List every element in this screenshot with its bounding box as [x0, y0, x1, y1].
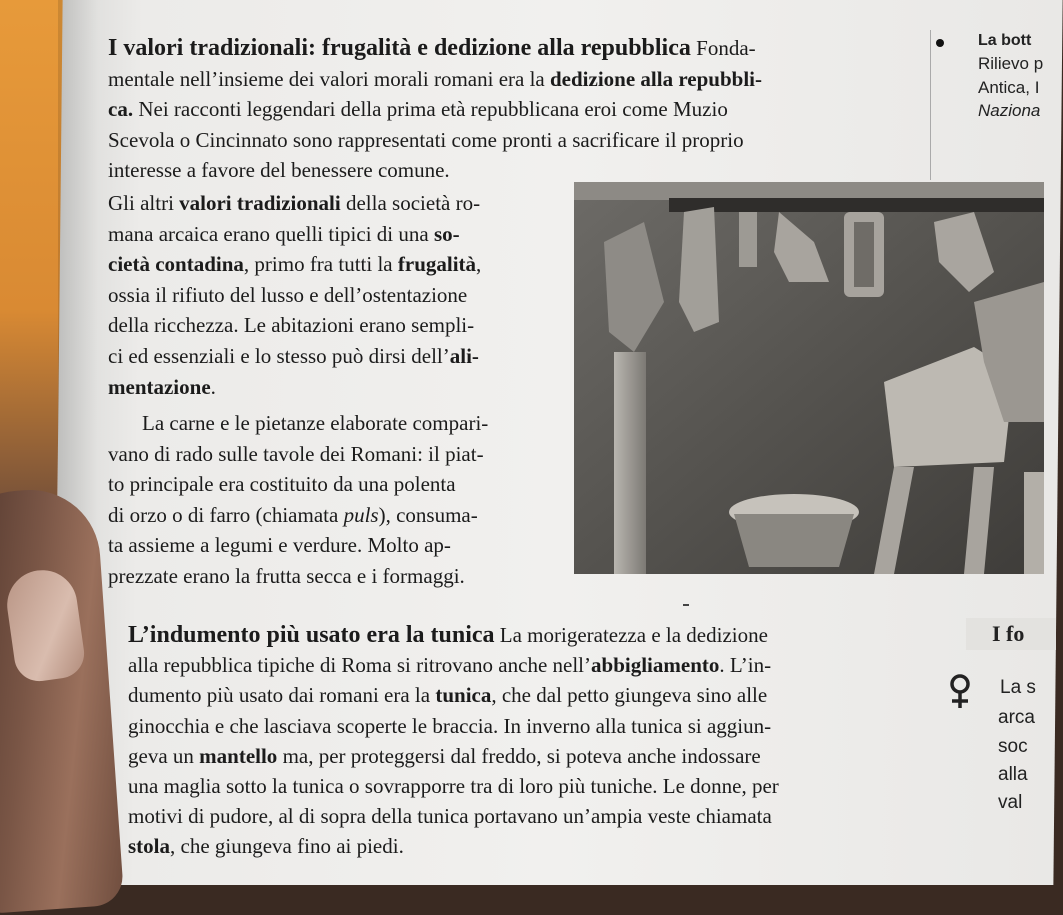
paragraph-tunica: L’indumento più usato era la tunica La morigeratezza e la dedizione alla repubblica tipiche di Roma si ritrovano anche nell’abbigliamento. L’in- dumento più usato dai romani era la tunica, che dal petto giungeva sino alle ginocchia e che lasciava scoperte le braccia. In inverno alla tunica si aggiun- geva un mantello ma, per proteggersi dal freddo, si poteva anche indossare una maglia sotto la tunica o sovrapporre tra di loro più tuniche. Le donne, per motivi di pudore, al di sopra della tunica portavano un’ampia veste chiamata stola, che giungeva fino ai piedi. — [128, 622, 779, 859]
female-symbol-icon — [948, 674, 972, 710]
page-mark — [683, 604, 689, 606]
sidebar-text: arca — [998, 707, 1035, 728]
caption-title: La bott — [978, 32, 1032, 49]
paragraph-traditional-society: Gli altri valori tradizionali della società ro- mana arcaica erano quelli tipici di una so- cietà contadina, primo fra tutti la frugalità, ossia il rifiuto del lusso e dell’ostentazione della ricchezza. Le abitazioni erano sempli- ci ed essenziali e lo stesso può dirsi dell’ali- mentazione. — [108, 191, 482, 399]
sidebar-box-title: I fo — [966, 618, 1056, 650]
caption-line: Naziona — [978, 101, 1041, 120]
butcher-relief-image — [574, 182, 1044, 574]
sidebar-text: val — [998, 792, 1023, 813]
paragraph-food: La carne e le pietanze elaborate compari- vano di rado sulle tavole dei Romani: il piat- to principale era costituito da una polenta di orzo o di farro (chiamata puls), consuma- ta assieme a legumi e verdure. Molto ap- prezzate erano la frutta secca e i formaggi. — [108, 411, 489, 588]
caption-line: Antica, I — [978, 78, 1040, 97]
caption-line: Rilievo p — [978, 54, 1044, 73]
sidebar-text: alla — [998, 764, 1028, 785]
paragraph-frugality: I valori tradizionali: frugalità e dedizione alla repubblica Fonda- mentale nell’insieme dei valori morali romani era la dedizione alla repubbli- ca. Nei racconti leggendari della prima età repubblicana eroi come Muzio Scevola o Cincinnato sono rappresentati come pronti a sacrificare il proprio interesse a favore del benessere comune. — [108, 35, 762, 183]
bullet-icon — [936, 39, 944, 47]
sidebar-text: La s — [1000, 677, 1036, 698]
heading-tunica: L’indumento più usato era la tunica — [128, 622, 495, 648]
sidebar-text: soc — [998, 736, 1028, 757]
heading-traditional-values: I valori tradizionali: frugalità e dedizione alla repubblica — [108, 35, 691, 61]
